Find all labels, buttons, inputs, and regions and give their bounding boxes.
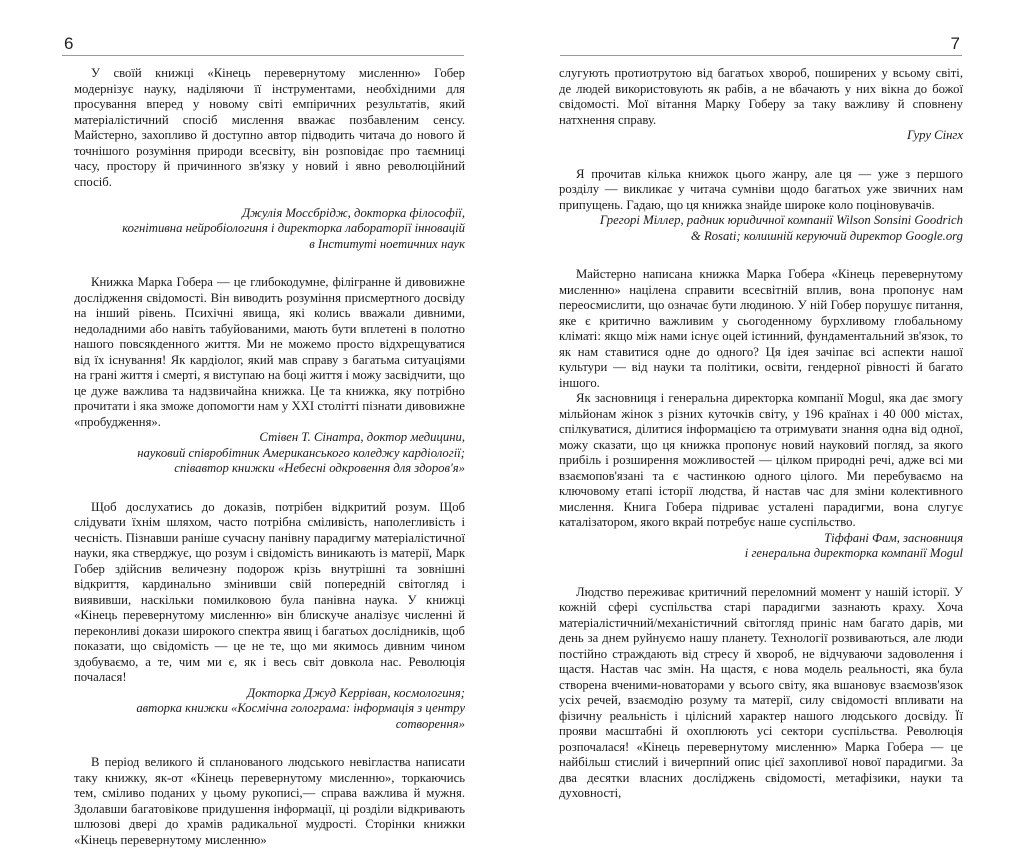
endorsement-author-title: в Інституті ноетичних наук [309, 236, 465, 251]
endorsement-text: слугують протиотрутою від багатьох хвороб, поширених у всьому світі, де людей використовують як рабів, а не вбачають у них вікна до божої свідомості. Мої вітання Марку Гоберу за таку важливу й сповнену натхнення справу. [559, 66, 963, 127]
endorsement-author: Тіффані Фам, засновниця [824, 530, 963, 545]
endorsement-author: Гуру Сінгх [907, 128, 963, 142]
endorsement-author-title: і генеральна директорка компанії Mogul [744, 546, 963, 560]
header-rule [62, 55, 464, 56]
left-page [0, 0, 512, 847]
page-body [559, 66, 963, 802]
endorsement-author-title: науковий співробітник Американського коледжу кардіології; [137, 445, 465, 460]
endorsement-text: Людство переживає критичний переломний момент у нашій історії. У кожній сфері суспільства старі парадигми зазнають краху. Хоча матеріалістичний/механістичний світогляд приніс нам багато дарів, ми день за днем руйнуємо нашу планету. Технології розвиваються, але люди постійно страждають від стресу й хвороб, не відчуваючи задоволення і щастя. Настав час змін. На щастя, є нова модель реальності, яка була створена вченими-новаторами у всього світу, яка вшановує взаємозв'язок усіх речей, взаємодію розуму та матерії, силу свідомості впливати на фізичну реальність і цілісний характер нашого людського досвіду. Її прояви масштабні й охоплюють усі сектори суспільства. Революція розпочалася! «Кінець перевернутому мисленню» Марка Гобера — це найбільш стислий і вичерпний опис цієї захопливої нової парадигми. За два десятки власних досліджень свідомості, метафізики, науки та духовності, [559, 584, 963, 800]
endorsement-author: Грегорі Міллер, радник юридичної компанії Wilson Sonsini Goodrich [599, 213, 963, 227]
endorsement-author: Стівен Т. Сінатра, доктор медицини, [259, 430, 465, 444]
header-rule [560, 55, 962, 56]
endorsement-author-title: авторка книжки «Космічна голограма: інформація з центру сотворення» [136, 701, 465, 731]
endorsement-author: Докторка Джуд Керріван, космологиня; [247, 685, 465, 700]
endorsement-author-title: & Rosati; колишній керуючий директор Google.org [690, 228, 963, 243]
endorsement-text: Книжка Марка Гобера — це глибокодумне, філігранне й дивовижне дослідження свідомості. Він виводить розуміння присмертного досвіду на інший рівень. Психічні явища, які колись вважали дивними, недоладними або навіть табуйованими, мають бути вплетені в полотно нашого повсякденного життя. Ми не можемо просто відхрещуватися від їх існування! Як кардіолог, який мав справу з багатьма ситуаціями на грані життя і смерті, я виступаю на боці життя і можу засвідчити, що це дуже важлива та надзвичайна книжка. Це та книжка, яку потрібно прочитати і яка зможе допомогти нам у XXI столітті пізнати дивовижне «пробудження». [74, 275, 465, 429]
page-number: 7 [950, 34, 960, 53]
page-number: 6 [64, 34, 74, 53]
endorsement-author-title: співавтор книжки «Небесні одкровення для здоров'я» [174, 461, 465, 475]
endorsement-text: Я прочитав кілька книжок цього жанру, але ця — уже з першого розділу — викликає у читача сумніви щодо багатьох уже звичних нам припущень. Гадаю, що ця книжка знайде широке коло поціновувачів. [559, 166, 963, 212]
endorsement-text: Як засновниця і генеральна директорка компанії Mogul, яка дає змогу мільйонам жінок з різних куточків світу, у 196 країнах і 40 000 містах, спілкуватися, ділитися інформацією та отримувати знання одна від одної, можу сказати, що ця книжка пропонує новий науковий погляд, за якого прибіль і розширення можливостей — цілком природні речі, адже всі ми взаємопов'язані та є частинкою одного цілого. Ми перебуваємо на ключовому етапі історії людства, й настав час для зміни колективного мислення. Книга Гобера підриває усталені парадигми, вона слугує каталізатором, якого вкрай потребує наше суспільство. [559, 391, 963, 529]
endorsement-text: В період великого й спланованого людського невігластва написати таку книжку, як-от «Кінець перевернутому мисленню», торкаючись тем, сміливо поданих у цьому рукописі,— справа важлива й мужня. Здолавши багатовікове придушення інформації, ці розділи відкривають шлюзові двері до храмів радикальної мудрості. Сторінки книжки «Кінець перевернутому мисленню» [74, 755, 465, 847]
right-page [512, 0, 1024, 800]
endorsement-text: Щоб дослухатись до доказів, потрібен відкритий розум. Щоб слідувати їхнім шляхом, часто потрібна сміливість, наполегливість і чесність. Пізнавши раніше сучасну панівну парадигму матеріалістичної науки, яка стверджує, що розум і свідомість виникають із матерії, Марк Гобер здійснив величезну подорож крізь внутрішні та зовнішні відкриття, кардинально змінивши свій попередній світогляд і виявивши, наскільки помилковою була панівна наука. У книжці «Кінець перевернутому мисленню» він блискуче аналізує численні й переконливі докази широкого спектра явищ і багатьох дослідників, щоб показати, що свідомість — це не те, що ми якимось дивним чином здобуваємо, а те, чим ми є, як і весь світ довкола нас. Революція почалася! [74, 499, 465, 684]
page-body [74, 66, 465, 848]
endorsement-author: Джулія Моссбрідж, докторка філософії, [242, 205, 465, 220]
endorsement-author-title: когнітивна нейробіологиня і директорка лабораторії інновацій [122, 221, 465, 235]
endorsement-text: Майстерно написана книжка Марка Гобера «Кінець перевернутому мисленню» націлена справити всесвітній вплив, вона пропонує нам переосмислити, що означає бути людиною. У ній Гобер порушує питання, яке є критично важливим у сьогоденному бурхливому глобальному кліматі: якщо між нами існує оцей істинний, фундаментальний зв'язок, то як нам ставитися одне до одного? Ця ідея зачіпає всі аспекти нашої культури — від науки та політики, освіти, гендерної рівності й багато іншого. [559, 267, 963, 390]
endorsement-text: У своїй книжці «Кінець перевернутому мисленню» Гобер модернізує науку, наділяючи її інструментами, необхідними для просування вперед у новому світі емпіричних результатів, який матеріалістичний спосіб мислення вважає позбавленим сенсу. Майстерно, захопливо й доступно автор підводить читача до нового й точнішого розуміння природи всесвіту, він розповідає про таємниці часу, простору й причинного зв'язку у новий і явно революційний спосіб. [74, 66, 465, 189]
